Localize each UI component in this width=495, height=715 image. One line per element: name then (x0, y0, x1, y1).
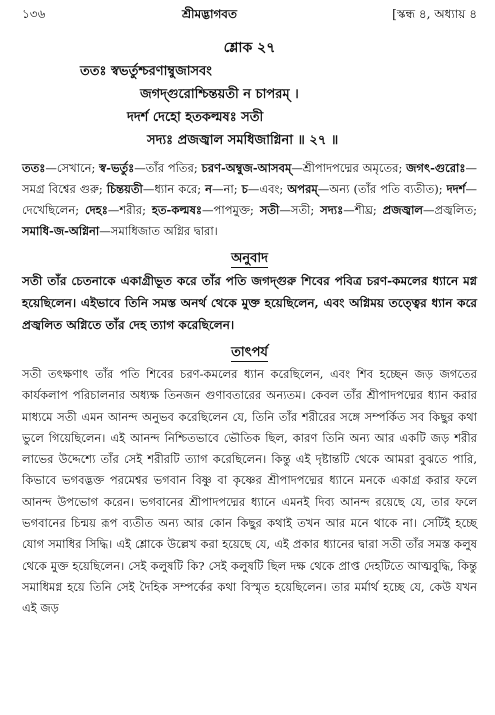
synonym-term: দদর্শ (446, 182, 466, 196)
synonym-term: ততঃ (22, 161, 46, 175)
synonym-term: প্রজজ্বাল (382, 203, 423, 217)
synonym-meaning: দেখেছিলেন; (22, 203, 85, 217)
verse-line: ততঃ স্বভর্তুশ্চরণাম্বুজাসবং (80, 64, 212, 79)
purport-text: সতী তৎক্ষণাৎ তাঁর পতি শিবের চরণ-কমলের ধ্যান করেছিলেন, এবং শিব হচ্ছেন জড় জগতের কার্যকলাপ পরিচালনার অধ্যক্ষ তিনজন গুণাবতারের অন্যতম। কেবল তাঁর শ্রীপাদপদ্মের ধ্যান করার মাধ্যমে সতী এমন আনন্দ অনুভব করেছিলেন যে, তিনি তাঁর শরীরের সঙ্গে সম্পর্কিত সব কিছুর কথা ভুলে গিয়েছিলেন। এই আনন্দ নিশ্চিতভাবে ভৌতিক ছিল, কারণ তিনি অন্য আর একটি জড় শরীর লাভের উদ্দেশ্যে তাঁর সেই শরীরটি ত্যাগ করেছিলেন। কিন্তু এই দৃষ্টান্তটি থেকে আমরা বুঝতে পারি, কিভাবে ভগবদ্ভক্ত পরমেশ্বর ভগবান বিষ্ণু বা কৃষ্ণের শ্রীপাদপদ্মের ধ্যানে মনকে একাগ্র করার ফলে আনন্দ উপভোগ করেন। ভগবানের শ্রীপাদপদ্মের ধ্যানে এমনই দিব্য আনন্দ রয়েছে যে, তার ফলে ভগবানের চিন্ময় রূপ ব্যতীত অন্য আর কোন কিছুর কথাই তখন আর মনে থাকে না। সেটিই হচ্ছে যোগ সমাধির সিদ্ধি। এই শ্লোকে উল্লেখ করা হয়েছে যে, এই প্রকার ধ্যানের দ্বারা সতী তাঁর সমস্ত কলুষ থেকে মুক্ত হয়েছিলেন। সেই কলুষটি কি? সেই কলুষটি ছিল দক্ষ থেকে প্রাপ্ত দেহটিতে আত্মবুদ্ধি, কিন্তু সমাধিমগ্ন হয়ে তিনি সেই দৈহিক সম্পর্কের কথা বিস্মৃত হয়েছিলেন। তার মর্মার্থ হচ্ছে যে, কেউ যখন এই জড় (22, 367, 477, 616)
verse-line: সদ্যঃ প্রজজ্বাল সমধিজাগ্নিনা ॥ ২৭ ॥ (147, 133, 339, 148)
synonym-meaning: শরীর; (119, 203, 152, 217)
purport-heading (22, 344, 477, 362)
synonym-meaning: এবং; (259, 182, 288, 196)
synonym-meaning: অন্য (তাঁর পতি ব্যতীত); (329, 182, 447, 196)
purport-heading-text: তাৎপর্য (231, 345, 268, 360)
verse-title: শ্লোক ২৭ (223, 40, 276, 56)
synonym-meaning: সতী; (290, 203, 321, 217)
synonym-term: চরণ-অম্বুজ-আসবম্ (201, 161, 292, 175)
synonym-meaning: তাঁর পতির; (145, 161, 202, 175)
synonym-term: জগৎ-গুরোঃ (406, 161, 466, 175)
translation-text: সতী তাঁর চেতনাকে একাগ্রীভূত করে তাঁর পতি জগদ্গুরু শিবের পবিত্র চরণ-কমলের ধ্যানে মগ্ন হয়েছিলেন। এইভাবে তিনি সমস্ত অনর্থ থেকে মুক্ত হয়েছিলেন, এবং অগ্নিময় তত্ত্বের ধ্যান করে প্রজ্বলিত অগ্নিতে তাঁর দেহ ত্যাগ করেছিলেন। (22, 274, 477, 332)
synonym-term: হত-কল্মষঃ (151, 203, 203, 217)
synonym-meaning: সেখানে; (56, 161, 100, 175)
synonym-meaning: প্রজ্বলিত; (434, 203, 477, 217)
translation-heading (22, 250, 477, 268)
synonym-term: সমাধি-জ-অগ্নিনা (22, 224, 100, 238)
section-reference: [স্কন্ধ ৪, অধ্যায় ৪ (392, 7, 477, 21)
verse-text (22, 60, 477, 152)
synonym-term: সদ্যঃ (320, 203, 344, 217)
page-number: ১৩৬ (22, 7, 46, 21)
synonym-term: অপরম্ (287, 182, 318, 196)
synonym-meaning: না; (223, 182, 242, 196)
synonym-meaning: শীঘ্র; (354, 203, 383, 217)
synonym-term: ন (205, 182, 213, 196)
synonym-term: দেহঃ (84, 203, 108, 217)
translation-heading-text: অনুবাদ (231, 251, 268, 266)
page-header (22, 6, 477, 26)
verse-line: জগদ্গুরোশ্চিন্তয়তী ন চাপরম্ । (140, 87, 299, 102)
synonym-term: স্ব-ভর্তুঃ (99, 161, 135, 175)
word-meanings: ততঃ—সেখানে; স্ব-ভর্তুঃ—তাঁর পতির; চরণ-অম্বুজ-আসবম্—শ্রীপাদপদ্মের অমৃতের; জগৎ-গুরোঃ—সমগ্র বিশ্বের গুরু; চিন্তয়তী—ধ্যান করে; ন—না; চ—এবং; অপরম্—অন্য (তাঁর পতি ব্যতীত); দদর্শ—দেখেছিলেন; দেহঃ—শরীর; হত-কল্মষঃ—পাপমুক্ত; সতী—সতী; সদ্যঃ—শীঘ্র; প্রজজ্বাল—প্রজ্বলিত; সমাধি-জ-অগ্নিনা—সমাধিজাত অগ্নির দ্বারা। (22, 161, 477, 238)
synonym-term: চ (241, 182, 248, 196)
synonym-term: সতী (259, 203, 280, 217)
synonym-meaning: সমাধিজাত অগ্নির দ্বারা। (110, 224, 218, 238)
book-title: শ্রীমদ্ভাগবত (181, 7, 237, 21)
synonym-meaning: পাপমুক্ত; (213, 203, 260, 217)
synonym-term: চিন্তয়তী (106, 182, 143, 196)
synonym-meaning: সমগ্র বিশ্বের গুরু; (22, 182, 107, 196)
synonym-meaning: শ্রীপাদপদ্মের অমৃতের; (302, 161, 407, 175)
synonym-meaning: ধ্যান করে; (154, 182, 206, 196)
verse-line: দদর্শ দেহো হতকল্মষঃ সতী (127, 110, 264, 125)
